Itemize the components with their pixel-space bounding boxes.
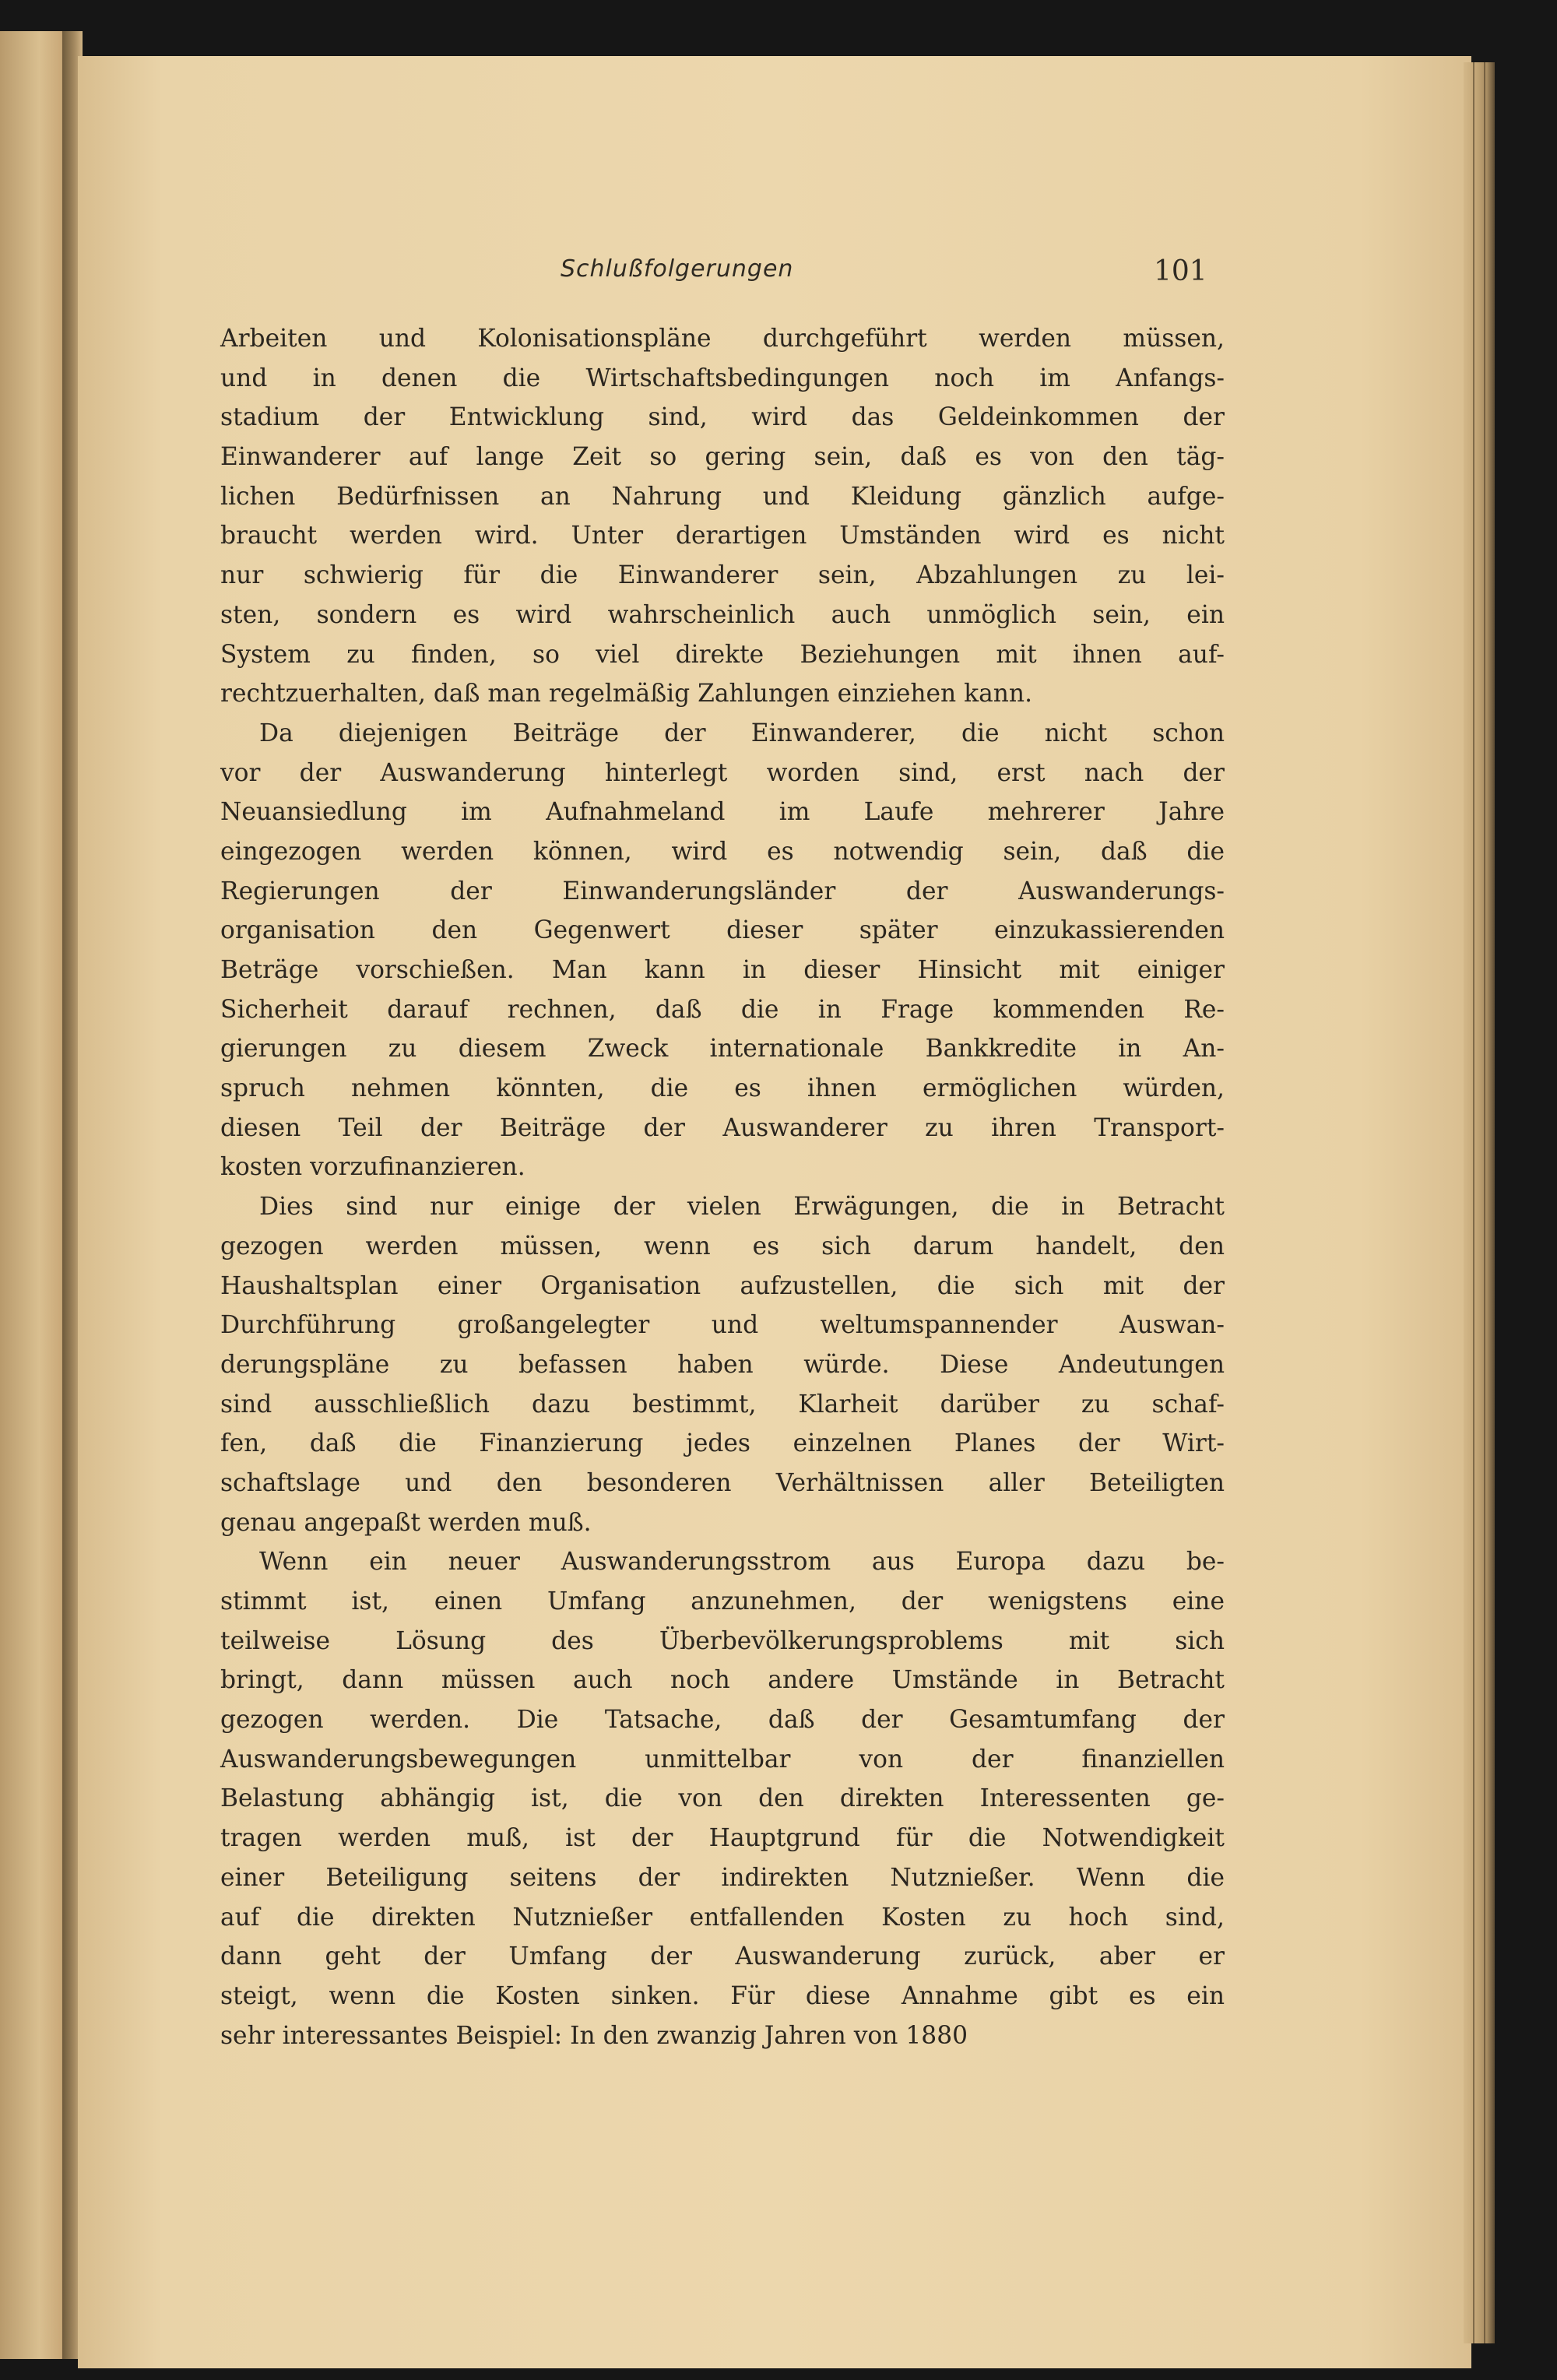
text-line: eingezogen werden können, wird es notwendig sein, daß die <box>220 837 1225 866</box>
text-line: gezogen werden. Die Tatsache, daß der Gesamtumfang der <box>220 1706 1225 1735</box>
page-header <box>529 255 1308 302</box>
text-line: sind ausschließlich dazu bestimmt, Klarheit darüber zu schaf- <box>220 1390 1225 1419</box>
text-line: sehr interessantes Beispiel: In den zwanzig Jahren von 1880 <box>220 2021 968 2050</box>
text-line: sten, sondern es wird wahrscheinlich auch unmöglich sein, ein <box>220 600 1225 629</box>
text-line: kosten vorzufinanzieren. <box>220 1153 525 1182</box>
text-line: spruch nehmen könnten, die es ihnen ermöglichen würden, <box>220 1074 1225 1103</box>
text-line: gierungen zu diesem Zweck internationale Bankkredite in An- <box>220 1035 1225 1063</box>
text-line: vor der Auswanderung hinterlegt worden sind, erst nach der <box>220 758 1225 787</box>
text-line: auf die direkten Nutznießer entfallenden Kosten zu hoch sind, <box>220 1903 1225 1932</box>
text-line: organisation den Gegenwert dieser später einzukassierenden <box>220 916 1225 945</box>
text-line: System zu finden, so viel direkte Beziehungen mit ihnen auf- <box>220 640 1225 669</box>
paragraph <box>220 319 1225 714</box>
body-text <box>220 319 1225 2055</box>
page-stack-edge <box>1464 62 1495 2343</box>
text-line: einer Beteiligung seitens der indirekten Nutznießer. Wenn die <box>220 1863 1225 1892</box>
text-line: derungspläne zu befassen haben würde. Diese Andeutungen <box>220 1350 1225 1379</box>
left-page-edge <box>0 31 72 2359</box>
text-line: stadium der Entwicklung sind, wird das Geldeinkommen der <box>220 403 1225 432</box>
running-title: Schlußfolgerungen <box>561 255 794 283</box>
text-line: lichen Bedürfnissen an Nahrung und Kleidung gänzlich aufge- <box>220 482 1225 511</box>
text-line: Durchführung großangelegter und weltumspannender Auswan- <box>220 1311 1225 1340</box>
text-line: Auswanderungsbewegungen unmittelbar von der finanziellen <box>220 1745 1225 1774</box>
text-line: Sicherheit darauf rechnen, daß die in Frage kommenden Re- <box>220 995 1225 1024</box>
text-line: nur schwierig für die Einwanderer sein, Abzahlungen zu lei- <box>220 561 1225 590</box>
text-line: schaftslage und den besonderen Verhältnissen aller Beteiligten <box>220 1468 1225 1497</box>
text-line: braucht werden wird. Unter derartigen Umständen wird es nicht <box>220 522 1225 550</box>
text-line: Haushaltsplan einer Organisation aufzustellen, die sich mit der <box>220 1271 1225 1300</box>
paragraph <box>220 714 1225 1187</box>
text-line: dann geht der Umfang der Auswanderung zurück, aber er <box>220 1942 1225 1971</box>
text-line: Einwanderer auf lange Zeit so gering sein, daß es von den täg- <box>220 443 1225 472</box>
text-line: teilweise Lösung des Überbevölkerungsproblems mit sich <box>220 1626 1225 1655</box>
text-line: Regierungen der Einwanderungsländer der Auswanderungs- <box>220 877 1225 905</box>
text-line: Wenn ein neuer Auswanderungsstrom aus Europa dazu be- <box>259 1548 1225 1577</box>
text-line: bringt, dann müssen auch noch andere Umstände in Betracht <box>220 1666 1225 1695</box>
text-line: tragen werden muß, ist der Hauptgrund für die Notwendigkeit <box>220 1824 1225 1853</box>
text-line: Da diejenigen Beiträge der Einwanderer, die nicht schon <box>259 719 1225 747</box>
text-line: Neuansiedlung im Aufnahmeland im Laufe mehrerer Jahre <box>220 798 1225 827</box>
text-line: Arbeiten und Kolonisationspläne durchgeführt werden müssen, <box>220 325 1225 353</box>
text-line: Beträge vorschießen. Man kann in dieser Hinsicht mit einiger <box>220 956 1225 984</box>
text-line: rechtzuerhalten, daß man regelmäßig Zahlungen einziehen kann. <box>220 680 1033 708</box>
text-line: Belastung abhängig ist, die von den direkten Interessenten ge- <box>220 1784 1225 1813</box>
text-line: gezogen werden müssen, wenn es sich darum handelt, den <box>220 1232 1225 1260</box>
text-line: und in denen die Wirtschaftsbedingungen noch im Anfangs- <box>220 364 1225 392</box>
text-line: Dies sind nur einige der vielen Erwägungen, die in Betracht <box>259 1193 1225 1222</box>
text-line: fen, daß die Finanzierung jedes einzelnen Planes der Wirt- <box>220 1429 1225 1458</box>
paragraph <box>220 1187 1225 1542</box>
page-number: 101 <box>1154 255 1207 287</box>
text-line: stimmt ist, einen Umfang anzunehmen, der wenigstens eine <box>220 1587 1225 1615</box>
text-line: diesen Teil der Beiträge der Auswanderer zu ihren Transport- <box>220 1113 1225 1142</box>
paragraph <box>220 1542 1225 2055</box>
text-line: steigt, wenn die Kosten sinken. Für diese Annahme gibt es ein <box>220 1981 1225 2010</box>
text-line: genau angepaßt werden muß. <box>220 1508 592 1537</box>
